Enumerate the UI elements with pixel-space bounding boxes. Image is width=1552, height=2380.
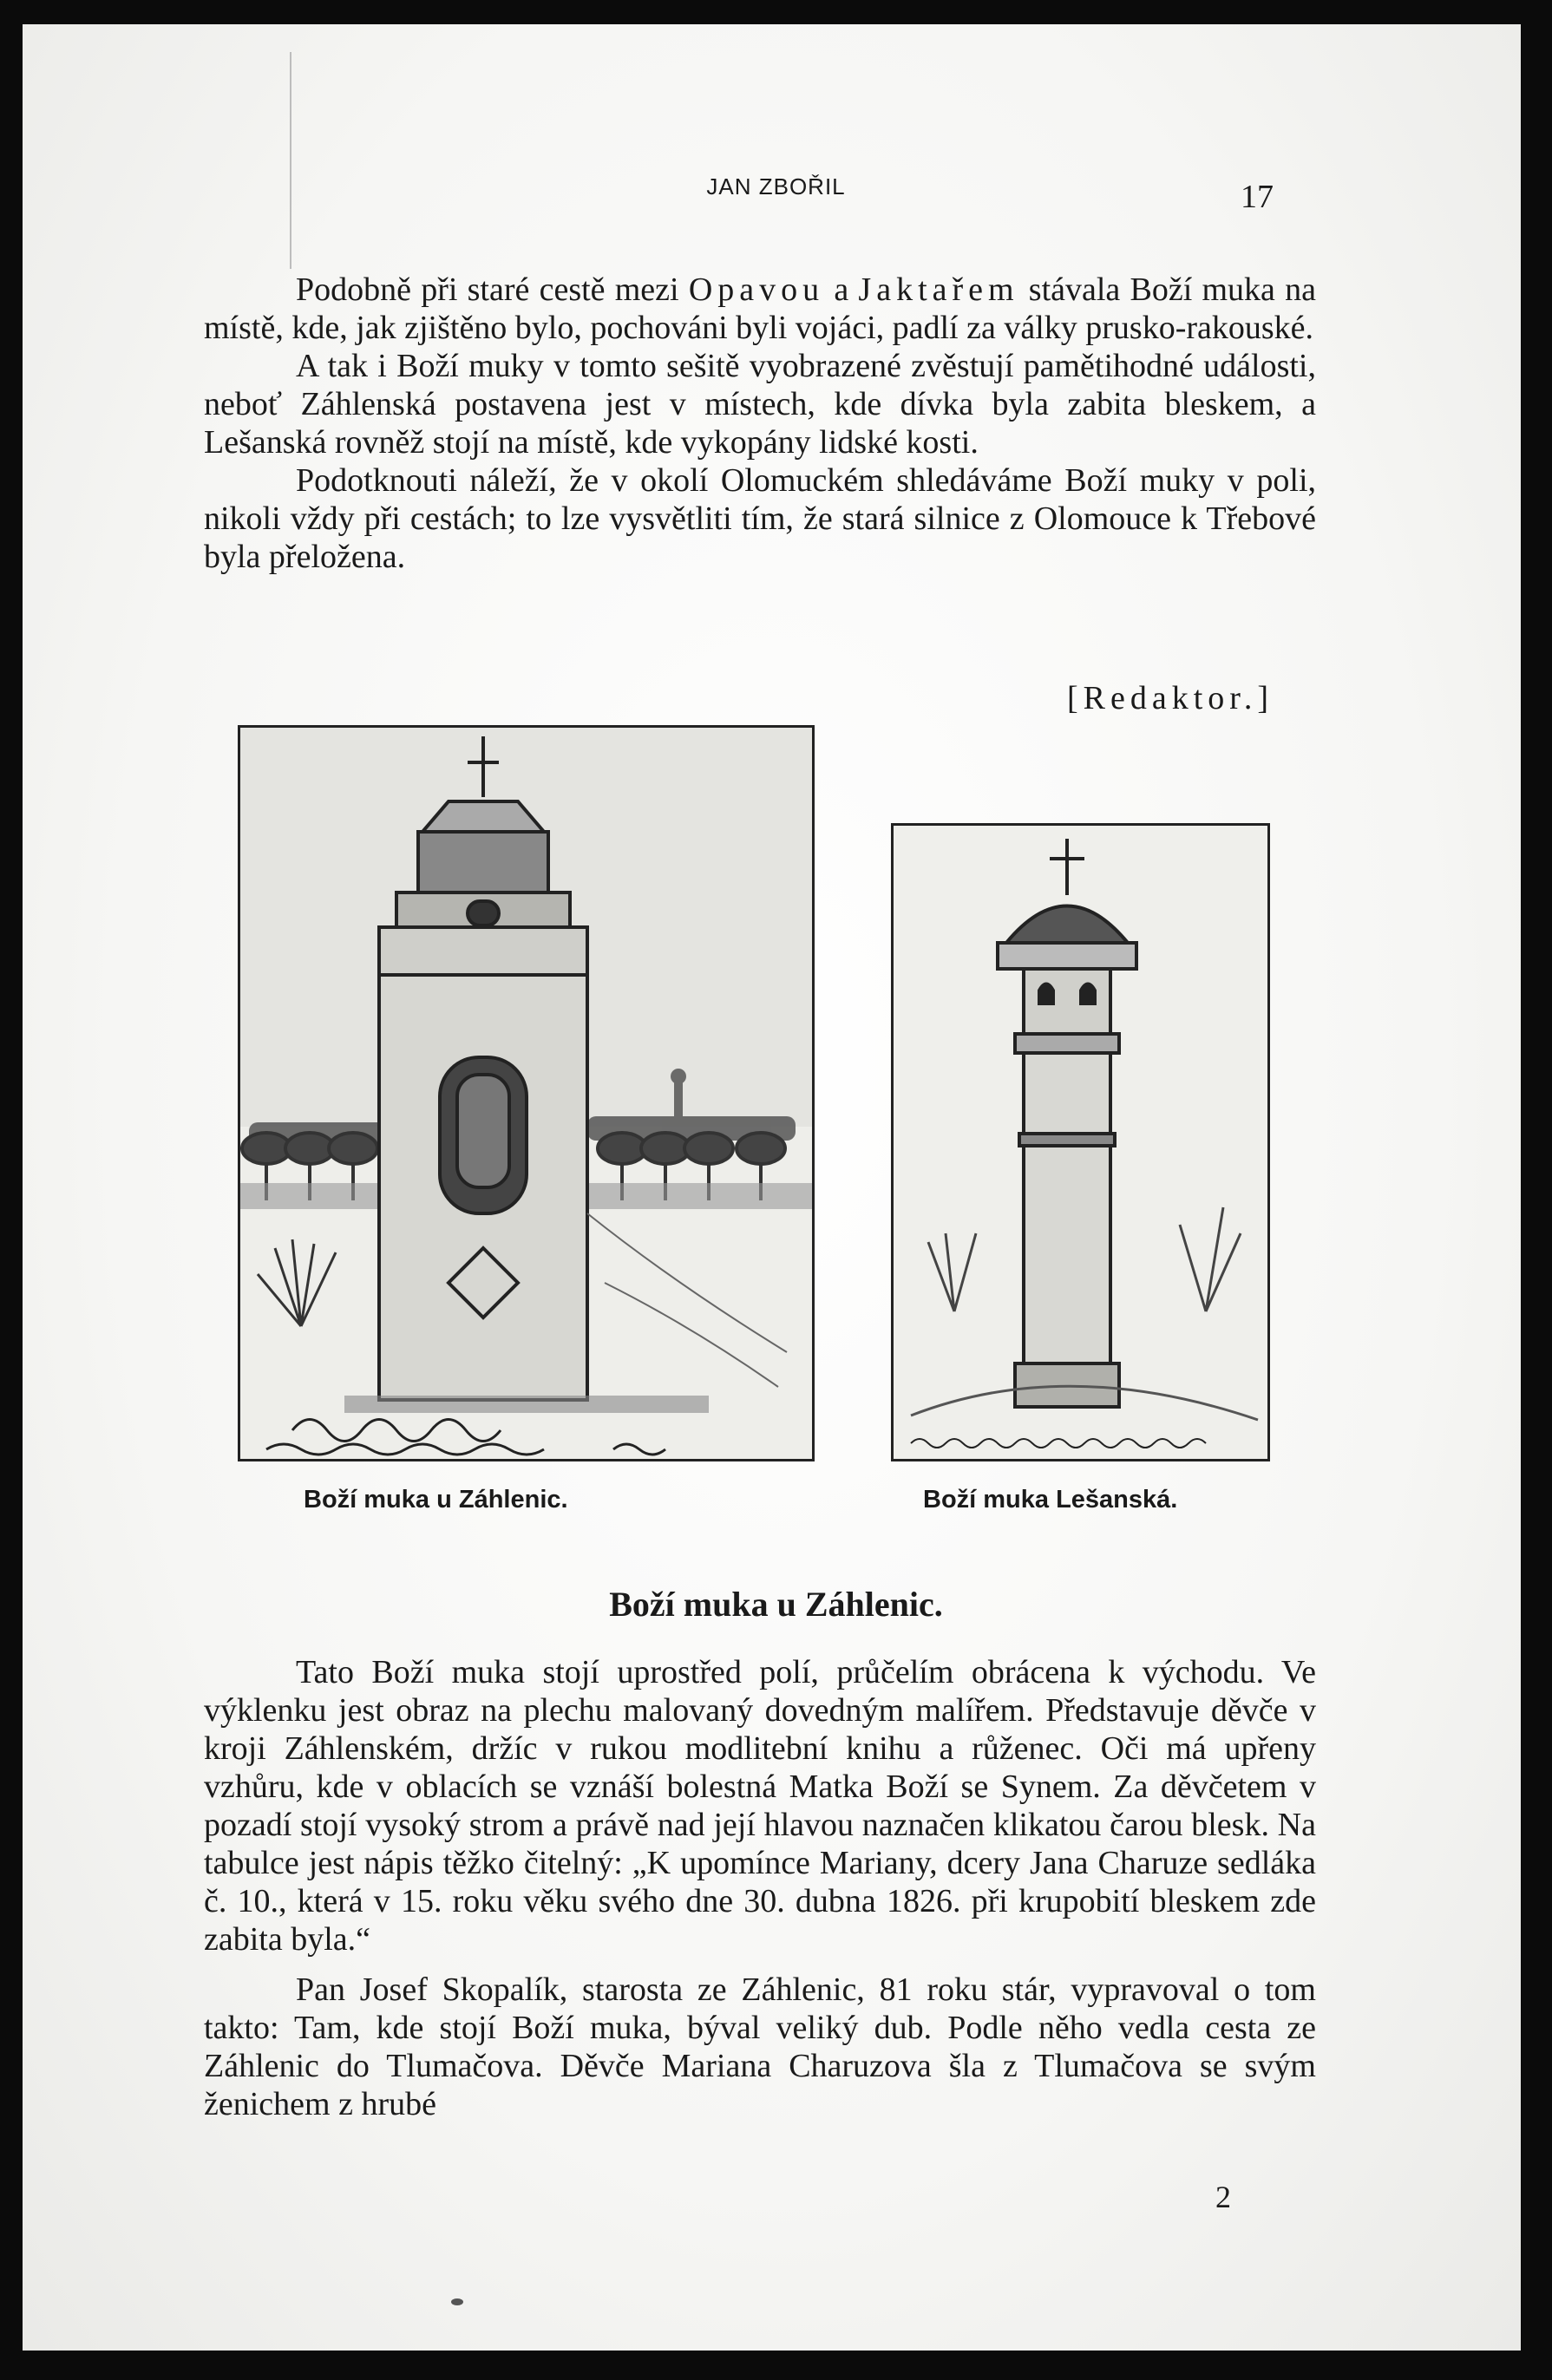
figure-caption-right: Boží muka Lešanská. — [923, 1486, 1178, 1514]
figure-caption-left: Boží muka u Záhlenic. — [304, 1486, 568, 1514]
ink-smudge — [451, 2298, 463, 2305]
scan-border-top — [0, 0, 1552, 24]
intro-paragraph: A tak i Boží muky v tomto sešitě vyobrazené zvěstují pamětihodné události, neboť Záhlenská postavena jest v místech, kde dívka byla zabita bleskem, a Lešanská rovněž stojí na místě, kde vykopány lidské kosti. — [204, 348, 1316, 461]
shrine-drawing — [894, 826, 1267, 1459]
scan-border-right — [1521, 0, 1552, 2380]
figure-zahlenic-shrine — [238, 725, 815, 1461]
body-paragraph: Tato Boží muka stojí uprostřed polí, průčelím obrácena k východu. Ve výklenku jest obraz na plechu malovaný dovedným malířem. Představuje děvče v kroji Záhlenském, držíc v rukou modlitební knihu a růženec. Oči má upřeny vzhůru, kde v oblacích se vznáší bolestná Matka Boží se Synem. Za děvčetem v pozadí stojí vysoký strom a právě nad její hlavou naznačen klikatou čarou blesk. Na tabulce jest nápis těžko čitelný: „K upomínce Mariany, dcery Jana Charuze sedláka č. 10., která v 15. roku věku svého dne 30. dubna 1826. při krupobití bleskem zde zabita byla.“ — [204, 1654, 1316, 1958]
running-head: JAN ZBOŘIL — [706, 173, 846, 199]
intro-paragraph: Podotknouti náleží, že v okolí Olomuckém shledáváme Boží muky v poli, nikoli vždy při cestách; to lze vysvětliti tím, že stará silnice z Olomouce k Třebové byla přeložena. — [204, 462, 1316, 575]
intro-text — [204, 271, 1316, 576]
shrine-drawing — [240, 728, 812, 1459]
page-number: 17 — [1241, 179, 1274, 215]
editor-signature: [Redaktor.] — [1066, 680, 1274, 716]
intro-paragraph: Podobně při staré cestě mezi Opavou a Jaktařem stávala Boží muka na místě, kde, jak zjištěno bylo, pochováni byli vojáci, padlí za války prusko-rakouské. — [204, 271, 1316, 346]
scan-border-left — [0, 0, 23, 2380]
figure-lesany-shrine — [891, 823, 1270, 1461]
scan-border-bottom — [0, 2351, 1552, 2380]
body-paragraph: Pan Josef Skopalík, starosta ze Záhlenic, 81 roku stár, vypravoval o tom takto: Tam, kde stojí Boží muka, býval veliký dub. Podle něho vedla cesta ze Záhlenic do Tlumačova. Děvče Mariana Charuzova šla z Tlumačova se svým ženichem z hrubé — [204, 1971, 1316, 2122]
section-title: Boží muka u Záhlenic. — [609, 1585, 943, 1624]
scan-artifact-line — [290, 52, 291, 269]
body-text — [204, 1653, 1316, 2123]
signature-mark: 2 — [1215, 2180, 1231, 2214]
